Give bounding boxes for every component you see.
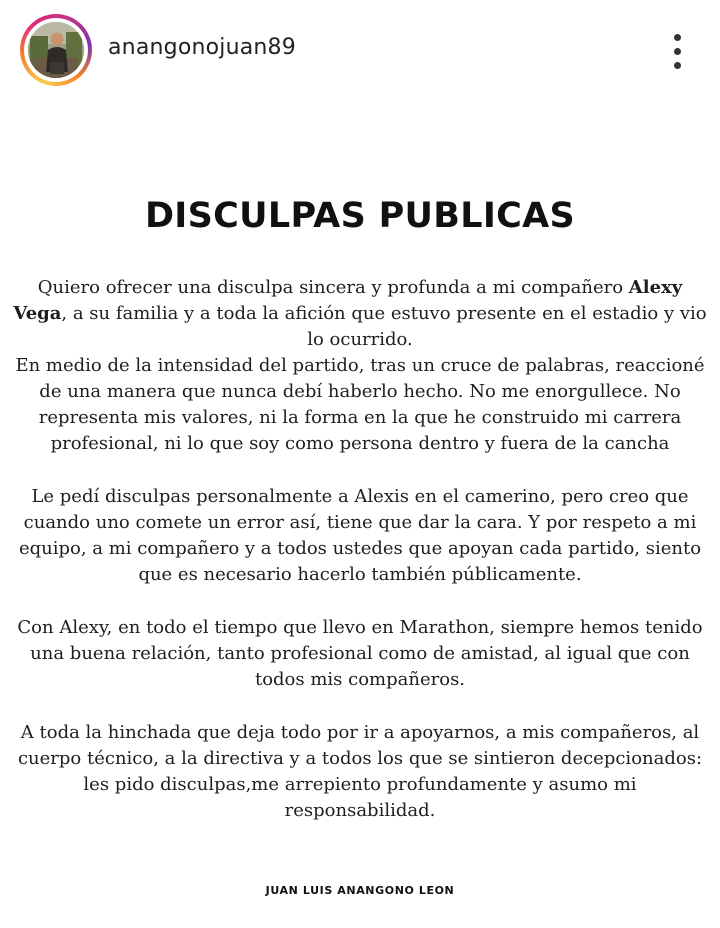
username[interactable]: anangonojuan89 [108, 35, 296, 60]
paragraph-1-bold-name: Alexy Vega [13, 277, 683, 324]
paragraph-2: En medio de la intensidad del partido, tras un cruce de palabras, reaccioné de una manera que nunca debí haberlo hecho. No me enorgullece. No representa mis valores, ni la forma en la que he construido mi carrera profesional, ni lo que soy como persona dentro y fuera de la cancha [15, 355, 705, 454]
post-image [0, 100, 720, 928]
paragraph-4: Con Alexy, en todo el tiempo que llevo en Marathon, siempre hemos tenido una buena relación, tanto profesional como de amistad, al igual que con todos mis compañeros. [17, 617, 703, 690]
paragraph-1-start: Quiero ofrecer una disculpa sincera y profunda a mi compañero [37, 277, 629, 298]
signature: JUAN LUIS ANANGONO LEON [265, 884, 455, 897]
paragraph-1-end: , a su familia y a toda la afición que estuvo presente en el estadio y vio lo ocurrido. [61, 303, 707, 350]
avatar[interactable] [28, 22, 84, 78]
avatar-story-ring[interactable] [20, 14, 92, 86]
paragraph-1 [12, 275, 708, 353]
more-options-button[interactable] [664, 34, 692, 70]
more-vertical-icon [674, 34, 681, 41]
more-vertical-icon [674, 62, 681, 69]
post-header [0, 0, 720, 100]
profile-photo-icon [28, 22, 84, 78]
post-title: DISCULPAS PUBLICAS [144, 196, 576, 236]
paragraph-5: A toda la hinchada que deja todo por ir a apoyarnos, a mis compañeros, al cuerpo técnico, a la directiva y a todos los que se sintieron decepcionados: les pido disculpas,me arrepiento profundamente y asumo mi responsabilidad. [17, 722, 703, 821]
more-vertical-icon [674, 48, 681, 55]
paragraph-3: Le pedí disculpas personalmente a Alexis en el camerino, pero creo que cuando uno comete un error así, tiene que dar la cara. Y por respeto a mi equipo, a mi compañero y a todos ustedes que apoyan cada partido, siento que es necesario hacerlo también públicamente. [18, 486, 702, 585]
